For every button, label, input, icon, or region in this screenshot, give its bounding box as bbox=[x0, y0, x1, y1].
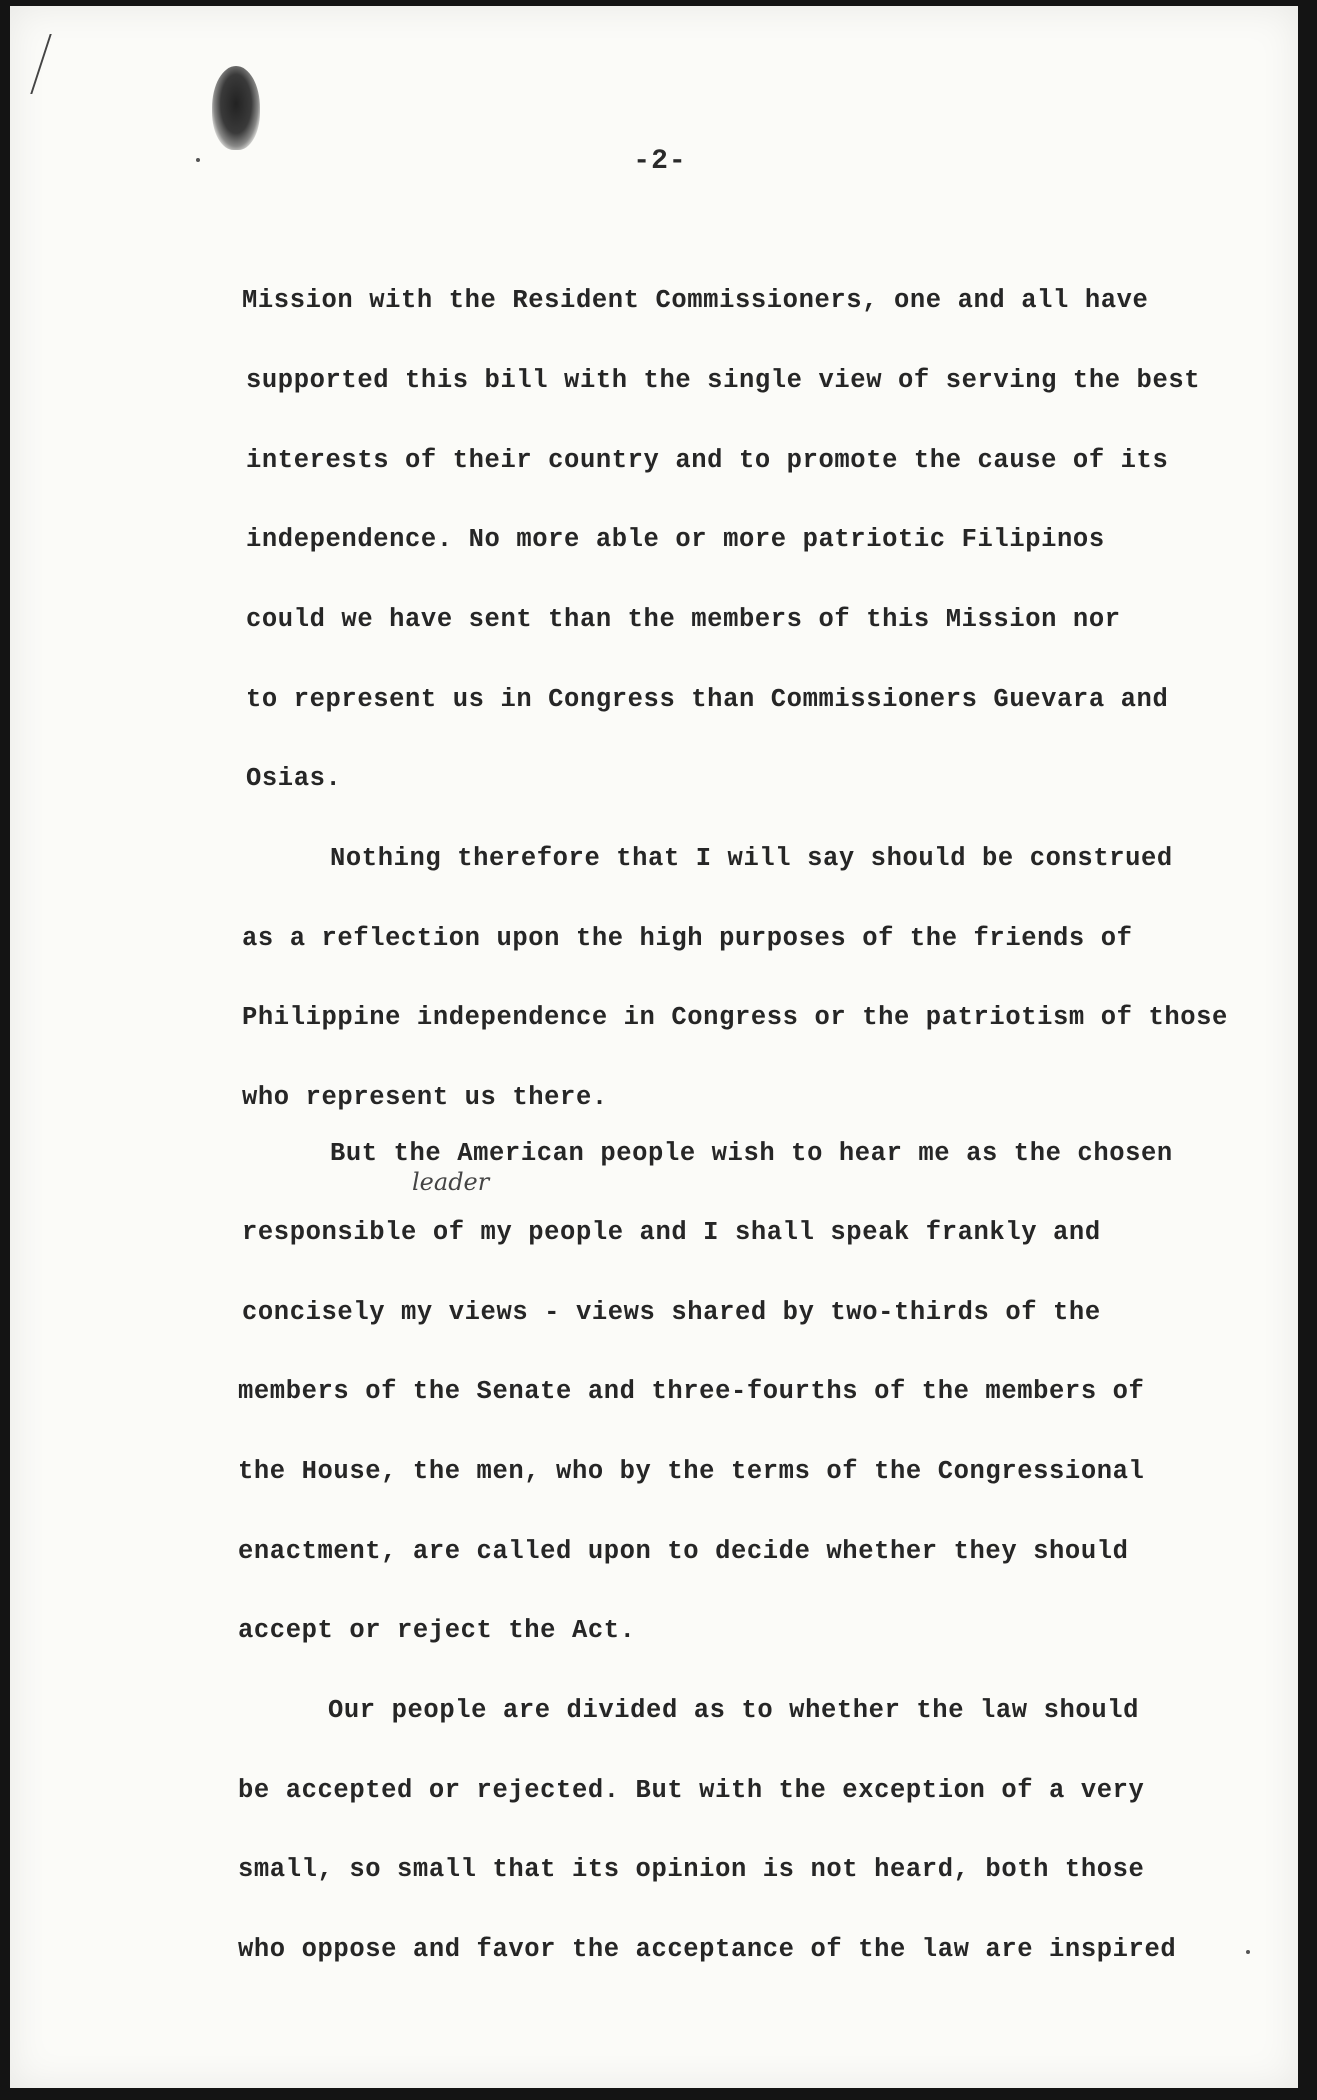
text-line: small, so small that its opinion is not heard, both those bbox=[238, 1855, 1145, 1884]
text-line: Mission with the Resident Commissioners, one and all have bbox=[242, 286, 1149, 315]
text-line: Osias. bbox=[246, 764, 342, 793]
pencil-edge-mark bbox=[30, 34, 79, 94]
text-line: the House, the men, who by the terms of the Congressional bbox=[238, 1457, 1145, 1486]
text-line: independence. No more able or more patriotic Filipinos bbox=[246, 525, 1105, 554]
text-line: interests of their country and to promote the cause of its bbox=[246, 446, 1169, 475]
text-line: responsible of my people and I shall speak frankly and bbox=[242, 1218, 1101, 1247]
text-line: to represent us in Congress than Commissioners Guevara and bbox=[246, 685, 1169, 714]
text-line: could we have sent than the members of this Mission nor bbox=[246, 605, 1121, 634]
text-line: who represent us there. bbox=[242, 1083, 608, 1112]
handwritten-annotation: leader bbox=[412, 1168, 490, 1196]
text-line: who oppose and favor the acceptance of the law are inspired bbox=[238, 1935, 1177, 1964]
text-line: accept or reject the Act. bbox=[238, 1616, 636, 1645]
text-line: supported this bill with the single view of serving the best bbox=[246, 366, 1201, 395]
ink-blot bbox=[212, 66, 260, 150]
ink-speck bbox=[196, 158, 200, 162]
ink-speck bbox=[1246, 1950, 1250, 1954]
text-line: enactment, are called upon to decide whether they should bbox=[238, 1537, 1129, 1566]
text-line: But the American people wish to hear me as the chosen bbox=[330, 1139, 1173, 1168]
text-line: as a reflection upon the high purposes of the friends of bbox=[242, 924, 1133, 953]
page-number: -2- bbox=[633, 146, 687, 177]
text-line: Nothing therefore that I will say should be construed bbox=[330, 844, 1173, 873]
text-line: concisely my views - views shared by two-thirds of the bbox=[242, 1298, 1101, 1327]
text-line: Our people are divided as to whether the law should bbox=[328, 1696, 1140, 1725]
text-line: be accepted or rejected. But with the exception of a very bbox=[238, 1776, 1145, 1805]
text-line: members of the Senate and three-fourths of the members of bbox=[238, 1377, 1145, 1406]
document-page bbox=[10, 6, 1298, 2088]
text-line: Philippine independence in Congress or the patriotism of those bbox=[242, 1003, 1228, 1032]
